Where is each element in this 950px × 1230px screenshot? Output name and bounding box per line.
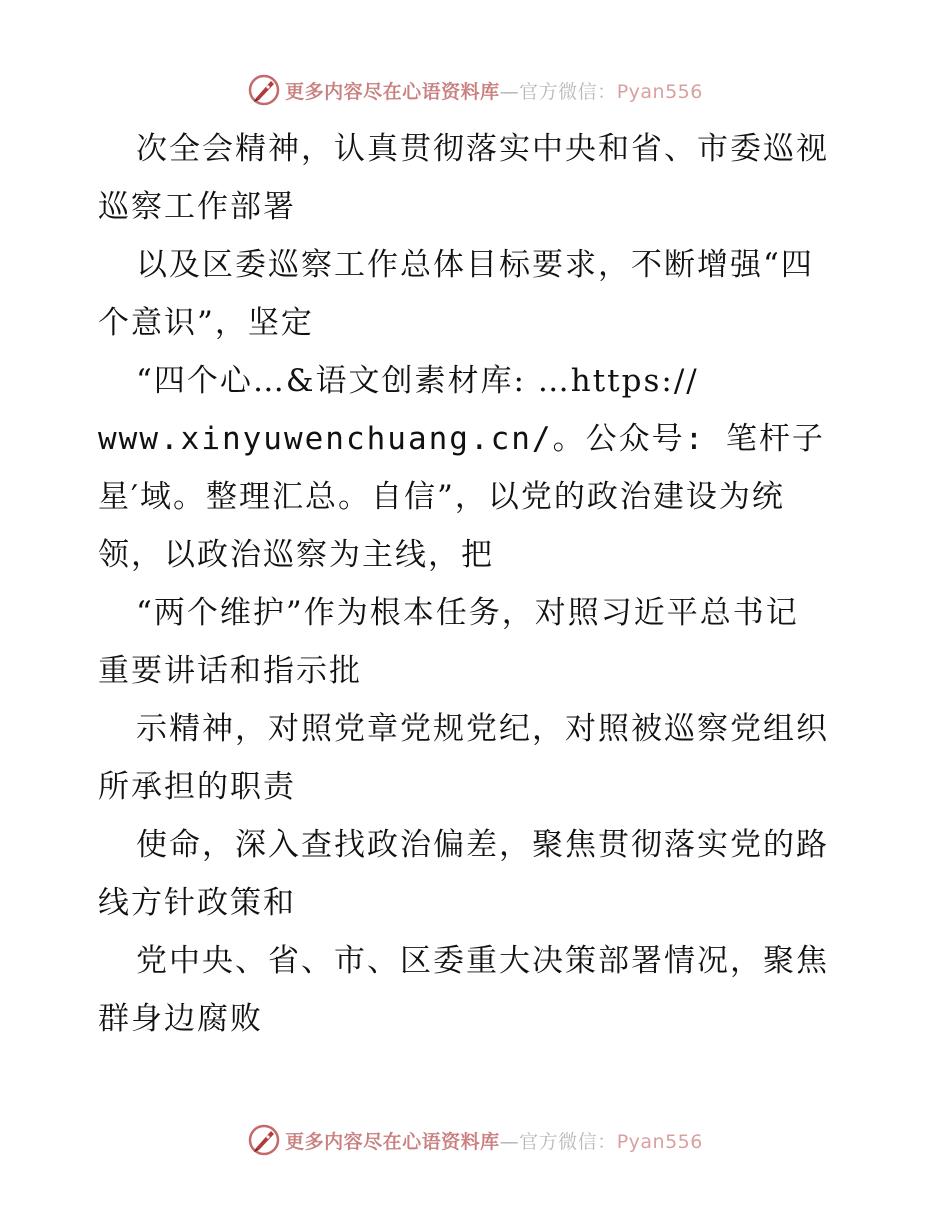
banner-separator: — [499,1130,520,1153]
body-line-1: 次全会精神，认真贯彻落实中央和省、市委巡视 [136,131,829,167]
body-line-5: “四个心…&语文创素材库: …https:// [136,363,699,399]
footer-banner-text [285,1127,703,1154]
footer-banner [0,1120,950,1160]
banner-handle: Pyan556 [616,1130,703,1153]
quill-pen-logo-icon [247,1123,281,1157]
header-banner-text [285,77,703,104]
body-line-11: 示精神，对照党章党规党纪，对照被巡察党组织 [136,711,829,747]
body-line-7: 星′域。整理汇总。自信”，以党的政治建设为统 [98,479,785,515]
body-line-14: 线方针政策和 [98,885,296,921]
banner-brand: 更多内容尽在心语资料库 [285,1130,500,1153]
banner-wechat-label: 官方微信： [519,1130,617,1153]
body-line-2: 巡察工作部署 [98,189,296,225]
body-line-8: 领，以政治巡察为主线，把 [98,537,494,573]
body-line-12: 所承担的职责 [98,769,296,805]
banner-wechat-label: 官方微信： [519,80,617,103]
document-body [98,120,868,1048]
banner-handle: Pyan556 [616,80,703,103]
body-line-15: 党中央、省、市、区委重大决策部署情况，聚焦 [136,943,829,979]
header-banner [0,70,950,110]
body-line-13: 使命，深入查找政治偏差，聚焦贯彻落实党的路 [136,827,829,863]
body-line-3: 以及区委巡察工作总体目标要求，不断增强“四 [136,247,814,283]
quill-pen-logo-icon [247,73,281,107]
body-line-16: 群身边腐败 [98,1001,263,1037]
body-line-4: 个意识”，坚定 [98,305,314,341]
body-line-9: “两个维护”作为根本任务，对照习近平总书记 [136,595,799,631]
body-line-6-url: www.xinyuwenchuang.cn/。公众号: 笔杆子 [98,421,825,457]
banner-brand: 更多内容尽在心语资料库 [285,80,500,103]
banner-separator: — [499,80,520,103]
body-line-10: 重要讲话和指示批 [98,653,362,689]
